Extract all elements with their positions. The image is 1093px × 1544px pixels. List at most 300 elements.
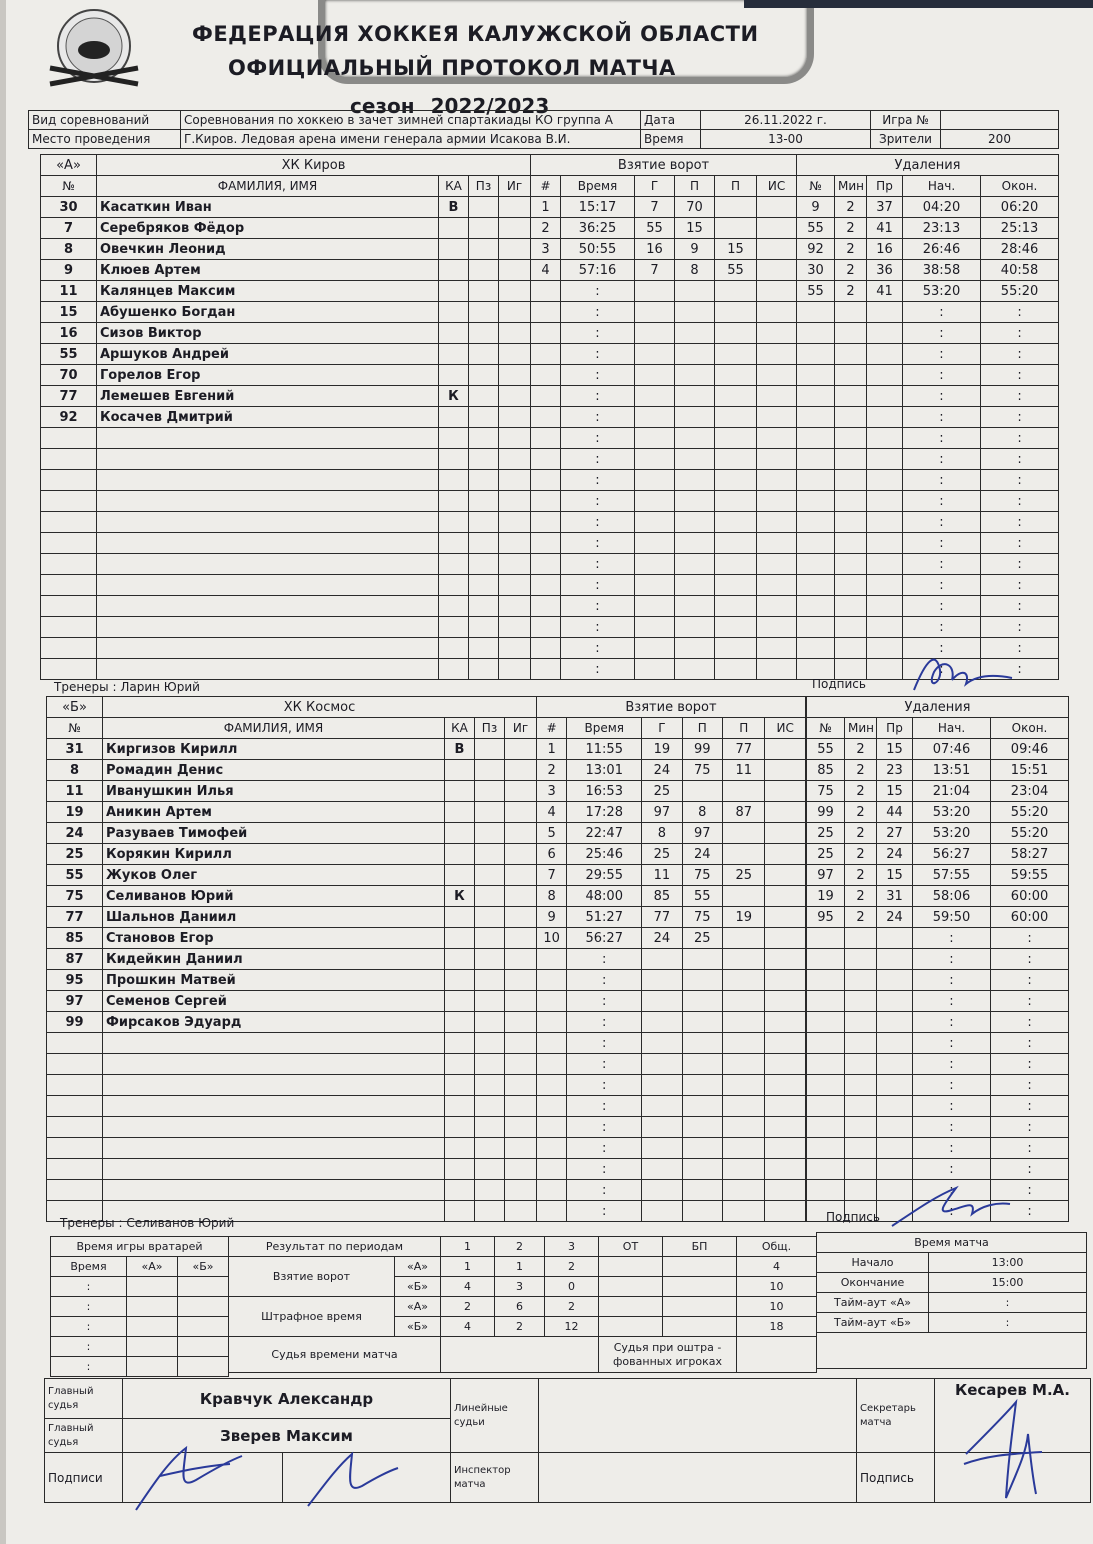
- player-ig: [505, 865, 537, 886]
- goal-cell: [723, 1201, 765, 1222]
- player-number: 92: [41, 407, 97, 428]
- player-row: [47, 1159, 537, 1180]
- penalty-cell: 92: [797, 239, 835, 260]
- player-name: [103, 1117, 445, 1138]
- player-role: [445, 1054, 475, 1075]
- player-row: [47, 907, 537, 928]
- penalty-cell: 2: [845, 802, 877, 823]
- penalty-cell: [797, 344, 835, 365]
- penalty-cell: [797, 533, 835, 554]
- col-pz: Пз: [469, 176, 499, 197]
- player-pz: [469, 281, 499, 302]
- goal-cell: [715, 218, 757, 239]
- penalty-row: [807, 1075, 1069, 1096]
- player-row: [41, 281, 531, 302]
- penalty-cell: 28:46: [981, 239, 1059, 260]
- player-number: 31: [47, 739, 103, 760]
- player-role: [445, 907, 475, 928]
- player-role: [439, 239, 469, 260]
- venue-label: Место проведения: [29, 130, 181, 149]
- goal-cell: 55: [715, 260, 757, 281]
- player-pz: [475, 1012, 505, 1033]
- goal-cell: [765, 991, 806, 1012]
- pim-row-label: Штрафное время: [229, 1297, 395, 1337]
- penalty-cell: 53:20: [913, 802, 991, 823]
- player-row: [47, 1117, 537, 1138]
- goal-cell: [537, 991, 567, 1012]
- player-ig: [499, 470, 531, 491]
- penalty-cell: :: [981, 323, 1059, 344]
- goal-cell: 10: [537, 928, 567, 949]
- goal-cell: [675, 386, 715, 407]
- penalty-cell: 55: [797, 218, 835, 239]
- player-pz: [475, 781, 505, 802]
- goals-a-p2: 1: [495, 1257, 545, 1277]
- goals-col: П: [715, 176, 757, 197]
- goal-cell: [635, 512, 675, 533]
- goal-cell: [723, 949, 765, 970]
- goal-cell: [675, 365, 715, 386]
- penalty-cell: 24: [877, 844, 913, 865]
- player-pz: [469, 239, 499, 260]
- goal-cell: :: [561, 281, 635, 302]
- goal-cell: :: [567, 1138, 642, 1159]
- player-name: Сизов Виктор: [97, 323, 439, 344]
- penalty-row: [807, 739, 1069, 760]
- penalty-cell: [845, 970, 877, 991]
- goal-cell: [723, 1075, 765, 1096]
- penalty-cell: [835, 365, 867, 386]
- goal-cell: [723, 928, 765, 949]
- penalty-cell: [807, 1138, 845, 1159]
- goal-cell: [723, 1138, 765, 1159]
- goal-cell: [531, 365, 561, 386]
- goal-cell: [682, 1033, 722, 1054]
- player-role: [439, 407, 469, 428]
- penalty-cell: :: [913, 1054, 991, 1075]
- goal-cell: [715, 428, 757, 449]
- penalty-cell: 37: [867, 197, 903, 218]
- penalty-cell: [797, 512, 835, 533]
- team-b-goals: [536, 696, 806, 1222]
- penalty-cell: :: [913, 991, 991, 1012]
- timekeeper-label: Судья времени матча: [229, 1337, 441, 1373]
- goal-row: [537, 1138, 806, 1159]
- penalty-cell: :: [981, 365, 1059, 386]
- penalty-cell: [835, 512, 867, 533]
- goals-b-p3: 0: [545, 1277, 599, 1297]
- penalty-cell: 26:46: [903, 239, 981, 260]
- goal-row: [537, 1159, 806, 1180]
- penalties-col: Окон.: [991, 718, 1069, 739]
- player-ig: [505, 949, 537, 970]
- player-name: [103, 1033, 445, 1054]
- player-ig: [499, 491, 531, 512]
- penalty-cell: :: [903, 344, 981, 365]
- player-number: 87: [47, 949, 103, 970]
- goal-cell: :: [567, 1201, 642, 1222]
- player-ig: [499, 659, 531, 680]
- player-name: Овечкин Леонид: [97, 239, 439, 260]
- penalty-row: [797, 323, 1059, 344]
- penalty-cell: :: [903, 659, 981, 680]
- goal-cell: [635, 491, 675, 512]
- goal-cell: [537, 1096, 567, 1117]
- goal-row: [537, 1012, 806, 1033]
- goal-cell: 7: [537, 865, 567, 886]
- penalty-cell: [797, 575, 835, 596]
- col-name: ФАМИЛИЯ, ИМЯ: [103, 718, 445, 739]
- goal-row: [531, 197, 797, 218]
- player-row: [41, 575, 531, 596]
- goal-cell: [531, 512, 561, 533]
- goal-cell: [531, 617, 561, 638]
- penalty-cell: 23:04: [991, 781, 1069, 802]
- goal-cell: :: [561, 512, 635, 533]
- player-row: [41, 470, 531, 491]
- player-pz: [475, 760, 505, 781]
- goal-cell: [757, 533, 797, 554]
- period-results-title: Результат по периодам: [229, 1237, 441, 1257]
- penalty-cell: [807, 1075, 845, 1096]
- penalty-cell: :: [991, 991, 1069, 1012]
- goalie-time-col: Время: [51, 1257, 127, 1277]
- penalty-row: [797, 239, 1059, 260]
- col-name: ФАМИЛИЯ, ИМЯ: [97, 176, 439, 197]
- player-pz: [475, 970, 505, 991]
- goalie-row: :: [51, 1317, 127, 1337]
- goal-cell: :: [567, 970, 642, 991]
- player-name: Калянцев Максим: [97, 281, 439, 302]
- player-pz: [475, 802, 505, 823]
- penalty-cell: :: [981, 512, 1059, 533]
- goal-cell: :: [561, 386, 635, 407]
- goal-cell: [682, 1138, 722, 1159]
- team-b-penalties: [806, 696, 1069, 1222]
- player-role: [439, 365, 469, 386]
- penalty-cell: 31: [877, 886, 913, 907]
- goal-cell: [723, 1096, 765, 1117]
- goal-cell: [675, 428, 715, 449]
- goal-cell: 77: [642, 907, 682, 928]
- goal-cell: :: [567, 1054, 642, 1075]
- player-pz: [475, 739, 505, 760]
- goal-row: [537, 991, 806, 1012]
- player-number: [41, 596, 97, 617]
- goals-col: ИС: [757, 176, 797, 197]
- player-row: [47, 886, 537, 907]
- player-number: [47, 1180, 103, 1201]
- penalty-cell: :: [991, 1180, 1069, 1201]
- goal-row: [531, 575, 797, 596]
- goal-row: [537, 1075, 806, 1096]
- shootout-col: БП: [663, 1237, 737, 1257]
- pim-a-p3: 2: [545, 1297, 599, 1317]
- player-pz: [469, 365, 499, 386]
- goal-row: [537, 1096, 806, 1117]
- goal-cell: 15:17: [561, 197, 635, 218]
- penalty-cell: [797, 596, 835, 617]
- goal-cell: [531, 638, 561, 659]
- goal-cell: [531, 659, 561, 680]
- goal-cell: [723, 991, 765, 1012]
- goal-cell: [715, 512, 757, 533]
- player-row: [41, 659, 531, 680]
- goal-cell: 19: [723, 907, 765, 928]
- venue-value: Г.Киров. Ледовая арена имени генерала армии Исакова В.И.: [181, 130, 641, 149]
- goal-row: [531, 512, 797, 533]
- player-row: [41, 638, 531, 659]
- penalty-cell: :: [913, 1117, 991, 1138]
- goal-cell: [723, 1159, 765, 1180]
- goal-row: [531, 323, 797, 344]
- goal-cell: [675, 617, 715, 638]
- penalty-cell: :: [913, 949, 991, 970]
- player-role: [445, 928, 475, 949]
- goal-cell: [723, 1012, 765, 1033]
- player-pz: [475, 844, 505, 865]
- player-ig: [505, 1075, 537, 1096]
- penalty-row: [807, 844, 1069, 865]
- player-ig: [499, 386, 531, 407]
- goal-cell: 24: [682, 844, 722, 865]
- penalty-cell: :: [903, 428, 981, 449]
- player-role: К: [445, 886, 475, 907]
- goal-cell: [715, 533, 757, 554]
- goalie-row: :: [51, 1277, 127, 1297]
- player-ig: [499, 302, 531, 323]
- penalty-row: [807, 907, 1069, 928]
- goal-cell: [635, 281, 675, 302]
- player-number: [47, 1138, 103, 1159]
- player-row: [47, 1096, 537, 1117]
- player-name: Абушенко Богдан: [97, 302, 439, 323]
- goal-cell: [723, 781, 765, 802]
- player-row: [41, 218, 531, 239]
- goal-cell: 4: [537, 802, 567, 823]
- match-info-table: [28, 110, 1059, 149]
- goal-cell: [765, 1201, 806, 1222]
- penalty-row: [797, 428, 1059, 449]
- goals-b-total: 10: [737, 1277, 817, 1297]
- penalty-cell: 15: [877, 781, 913, 802]
- player-number: [41, 617, 97, 638]
- inspector-label: Инспектор матча: [451, 1453, 539, 1503]
- player-number: 8: [47, 760, 103, 781]
- goal-cell: 16: [635, 239, 675, 260]
- period-results-table: [228, 1236, 817, 1373]
- player-number: 85: [47, 928, 103, 949]
- goal-cell: :: [561, 365, 635, 386]
- player-pz: [469, 512, 499, 533]
- goalie-time-table: [50, 1236, 229, 1377]
- penalty-cell: 2: [845, 907, 877, 928]
- goal-row: [537, 844, 806, 865]
- penalty-cell: :: [903, 449, 981, 470]
- goal-cell: [682, 1117, 722, 1138]
- penalty-cell: 2: [845, 739, 877, 760]
- goal-cell: [635, 617, 675, 638]
- goal-cell: [531, 281, 561, 302]
- goal-cell: 8: [682, 802, 722, 823]
- goal-cell: [531, 596, 561, 617]
- goal-cell: :: [561, 323, 635, 344]
- player-role: В: [445, 739, 475, 760]
- date-label: Дата: [641, 111, 701, 130]
- penalty-cell: 58:06: [913, 886, 991, 907]
- penalty-cell: [797, 491, 835, 512]
- team-a-goals: [530, 154, 797, 680]
- player-row: [41, 239, 531, 260]
- player-row: [41, 365, 531, 386]
- player-pz: [475, 949, 505, 970]
- penalty-row: [807, 865, 1069, 886]
- player-pz: [475, 907, 505, 928]
- goal-cell: 48:00: [567, 886, 642, 907]
- penalty-row: [797, 260, 1059, 281]
- player-name: Касаткин Иван: [97, 197, 439, 218]
- goal-row: [531, 449, 797, 470]
- goal-cell: [531, 386, 561, 407]
- goal-cell: 11: [642, 865, 682, 886]
- penalty-row: [797, 512, 1059, 533]
- player-number: [41, 554, 97, 575]
- player-name: Горелов Егор: [97, 365, 439, 386]
- player-role: [439, 659, 469, 680]
- goal-cell: [531, 554, 561, 575]
- goal-cell: :: [567, 1033, 642, 1054]
- goal-cell: [757, 386, 797, 407]
- goal-cell: [765, 739, 806, 760]
- penalty-cell: [877, 928, 913, 949]
- pim-a-p2: 6: [495, 1297, 545, 1317]
- goal-row: [531, 302, 797, 323]
- player-row: [47, 823, 537, 844]
- player-pz: [475, 886, 505, 907]
- date-value: 26.11.2022 г.: [701, 111, 871, 130]
- player-number: [41, 512, 97, 533]
- secretary-signature: [956, 1394, 1046, 1504]
- penalty-cell: [797, 386, 835, 407]
- goal-cell: 15: [675, 218, 715, 239]
- period-2-col: 2: [495, 1237, 545, 1257]
- player-role: [445, 1159, 475, 1180]
- time-label: Время: [641, 130, 701, 149]
- player-pz: [475, 1054, 505, 1075]
- penalty-cell: [797, 449, 835, 470]
- player-pz: [475, 1096, 505, 1117]
- penalty-cell: [845, 1012, 877, 1033]
- goals-b-p1: 4: [441, 1277, 495, 1297]
- player-ig: [505, 1054, 537, 1075]
- goal-cell: [537, 1117, 567, 1138]
- penalty-cell: [845, 1138, 877, 1159]
- penalty-cell: 19: [807, 886, 845, 907]
- goal-cell: 87: [723, 802, 765, 823]
- player-pz: [469, 554, 499, 575]
- player-ig: [505, 1138, 537, 1159]
- player-row: [41, 533, 531, 554]
- penalty-cell: [835, 596, 867, 617]
- penalty-cell: [867, 365, 903, 386]
- goals-col: #: [531, 176, 561, 197]
- penalty-cell: 15: [877, 865, 913, 886]
- player-role: [439, 596, 469, 617]
- goal-cell: 3: [537, 781, 567, 802]
- protocol-sheet: [6, 0, 1093, 1544]
- goal-cell: [635, 323, 675, 344]
- player-row: [47, 1054, 537, 1075]
- player-role: [439, 218, 469, 239]
- penalties-col: Мин: [835, 176, 867, 197]
- goal-cell: [715, 659, 757, 680]
- spectators-value: 200: [941, 130, 1059, 149]
- player-number: [41, 659, 97, 680]
- penalty-cell: [807, 970, 845, 991]
- goals-col: Г: [642, 718, 682, 739]
- goal-cell: [635, 449, 675, 470]
- penalty-cell: 44: [877, 802, 913, 823]
- penalty-row: [807, 1033, 1069, 1054]
- goal-cell: [642, 1033, 682, 1054]
- penalty-cell: 2: [845, 781, 877, 802]
- penalties-col: Мин: [845, 718, 877, 739]
- penalty-row: [797, 554, 1059, 575]
- goal-cell: [757, 428, 797, 449]
- goal-cell: [675, 554, 715, 575]
- penalty-cell: [877, 1033, 913, 1054]
- penalty-cell: [835, 470, 867, 491]
- goal-cell: [757, 575, 797, 596]
- player-role: [445, 823, 475, 844]
- player-ig: [505, 1159, 537, 1180]
- goal-cell: [635, 407, 675, 428]
- player-pz: [469, 323, 499, 344]
- penalty-cell: [877, 1117, 913, 1138]
- penalty-cell: :: [981, 491, 1059, 512]
- penalty-cell: [867, 596, 903, 617]
- goal-cell: [642, 949, 682, 970]
- player-row: [47, 1033, 537, 1054]
- goal-cell: :: [561, 428, 635, 449]
- goal-cell: [715, 344, 757, 365]
- player-number: [47, 1096, 103, 1117]
- goal-cell: 8: [642, 823, 682, 844]
- penalties-title: Удаления: [807, 697, 1069, 718]
- penalty-cell: :: [991, 1033, 1069, 1054]
- penalty-cell: 06:20: [981, 197, 1059, 218]
- team-b-coach-label: Тренеры :: [60, 1216, 123, 1230]
- player-name: [97, 449, 439, 470]
- goal-cell: [642, 1159, 682, 1180]
- goal-cell: 75: [682, 760, 722, 781]
- player-role: [445, 1075, 475, 1096]
- player-name: Косачев Дмитрий: [97, 407, 439, 428]
- goalie-row: :: [51, 1337, 127, 1357]
- goal-cell: [765, 823, 806, 844]
- player-ig: [505, 739, 537, 760]
- goal-cell: :: [561, 407, 635, 428]
- goal-cell: [715, 470, 757, 491]
- penalty-cell: :: [981, 554, 1059, 575]
- penalty-cell: [797, 407, 835, 428]
- player-name: [103, 1054, 445, 1075]
- penalty-row: [807, 802, 1069, 823]
- penalty-cell: [835, 428, 867, 449]
- penalty-row: [797, 344, 1059, 365]
- goal-cell: [675, 659, 715, 680]
- penalty-cell: 55:20: [991, 823, 1069, 844]
